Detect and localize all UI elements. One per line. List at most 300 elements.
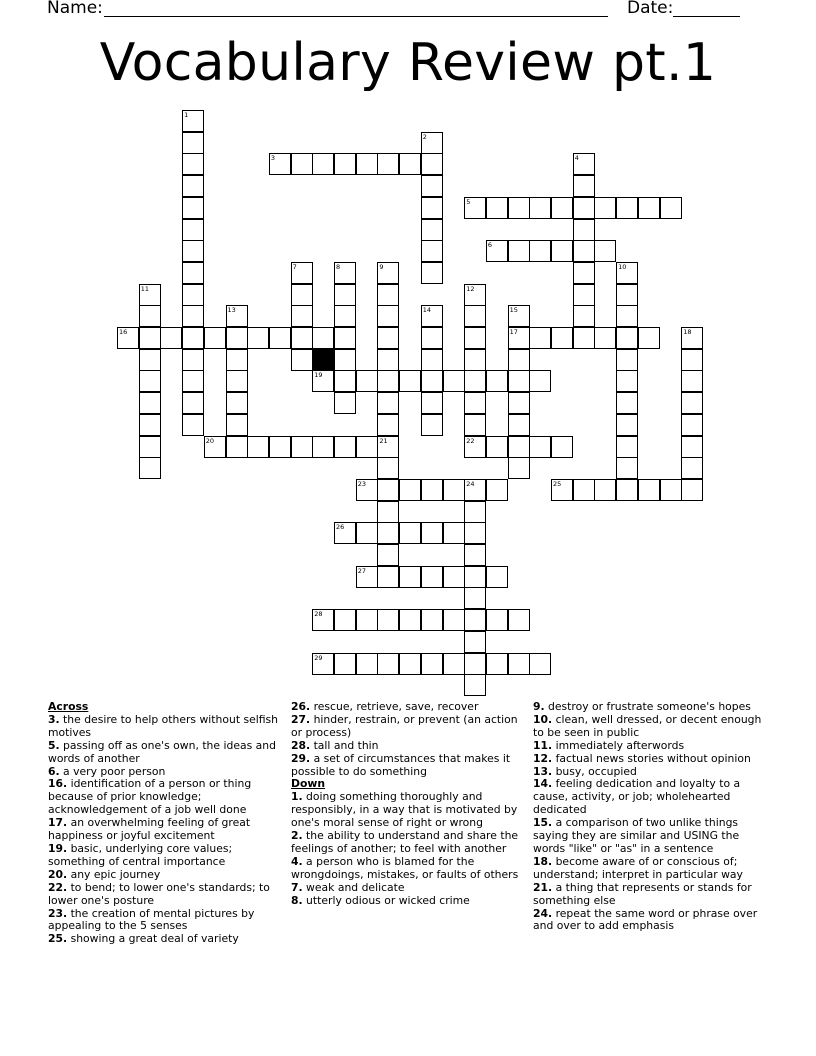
- grid-cell[interactable]: [551, 240, 573, 262]
- clue-number: 29: [314, 653, 323, 662]
- grid-cell[interactable]: [573, 197, 595, 219]
- grid-cell[interactable]: [226, 370, 248, 392]
- grid-cell[interactable]: [421, 175, 443, 197]
- grid-cell[interactable]: [443, 370, 465, 392]
- clue-number-label: 10.: [533, 712, 553, 726]
- down-clue-list: [291, 791, 523, 907]
- grid-cell[interactable]: [269, 327, 291, 349]
- grid-cell[interactable]: [377, 392, 399, 414]
- grid-cell[interactable]: [312, 436, 334, 458]
- clue-text: rescue, retrieve, save, recover: [310, 700, 479, 713]
- grid-cell[interactable]: [269, 153, 291, 175]
- grid-cell[interactable]: [464, 305, 486, 327]
- clue-number-label: 23.: [48, 906, 68, 920]
- grid-cell[interactable]: [356, 479, 378, 501]
- grid-cell[interactable]: [139, 370, 161, 392]
- grid-cell[interactable]: [681, 349, 703, 371]
- grid-cell[interactable]: [660, 479, 682, 501]
- grid-cell[interactable]: [616, 262, 638, 284]
- grid-cell[interactable]: [182, 110, 204, 132]
- grid-cell[interactable]: [312, 327, 334, 349]
- grid-cell[interactable]: [204, 327, 226, 349]
- clue-text: destroy or frustrate someone's hopes: [544, 700, 751, 713]
- grid-cell[interactable]: [399, 153, 421, 175]
- grid-cell[interactable]: [139, 392, 161, 414]
- grid-cell[interactable]: [443, 479, 465, 501]
- clue-text: any epic journey: [67, 867, 161, 881]
- grid-cell[interactable]: [399, 522, 421, 544]
- grid-cell[interactable]: [464, 653, 486, 675]
- grid-cell[interactable]: [486, 370, 508, 392]
- clue-text: utterly odious or wicked crime: [302, 893, 470, 907]
- grid-cell[interactable]: [464, 587, 486, 609]
- clue-number-label: 18.: [533, 854, 553, 868]
- grid-cell[interactable]: [508, 327, 530, 349]
- grid-cell[interactable]: [508, 240, 530, 262]
- grid-cell[interactable]: [464, 436, 486, 458]
- grid-cell[interactable]: [464, 522, 486, 544]
- clue-number-label: 20.: [48, 867, 68, 881]
- clue-text: a thing that represents or stands for something else: [533, 880, 752, 907]
- clue-number-label: 27.: [291, 712, 311, 726]
- clue-number-label: 22.: [48, 880, 68, 894]
- clues-column-1: [48, 701, 280, 946]
- grid-cell[interactable]: [464, 327, 486, 349]
- grid-cell[interactable]: [421, 349, 443, 371]
- grid-cell[interactable]: [508, 370, 530, 392]
- grid-cell[interactable]: [421, 370, 443, 392]
- clue-number-label: 1.: [291, 790, 303, 804]
- clue-item: [291, 895, 523, 908]
- grid-cell[interactable]: [291, 436, 313, 458]
- grid-cell[interactable]: [139, 327, 161, 349]
- grid-cell[interactable]: [616, 436, 638, 458]
- grid-cell[interactable]: [139, 457, 161, 479]
- grid-cell[interactable]: [334, 653, 356, 675]
- grid-cell[interactable]: [573, 479, 595, 501]
- clue-number: 12: [466, 284, 475, 293]
- grid-cell[interactable]: [616, 197, 638, 219]
- grid-cell[interactable]: [377, 349, 399, 371]
- grid-cell[interactable]: [334, 153, 356, 175]
- clue-text: immediately afterwords: [552, 738, 685, 752]
- clue-item: [48, 843, 280, 869]
- grid-cell[interactable]: [334, 305, 356, 327]
- clue-number: 25: [553, 479, 562, 488]
- grid-cell[interactable]: [334, 370, 356, 392]
- clue-text: showing a great deal of variety: [67, 932, 239, 946]
- grid-cell[interactable]: [486, 240, 508, 262]
- grid-cell[interactable]: [508, 349, 530, 371]
- clue-number-label: 6.: [48, 764, 60, 778]
- grid-cell[interactable]: [291, 349, 313, 371]
- grid-cell[interactable]: [616, 479, 638, 501]
- grid-cell[interactable]: [660, 197, 682, 219]
- clue-item: [48, 817, 280, 843]
- grid-cell[interactable]: [139, 436, 161, 458]
- clue-text: tall and thin: [310, 738, 379, 752]
- grid-cell[interactable]: [594, 479, 616, 501]
- grid-cell[interactable]: [443, 609, 465, 631]
- grid-cell[interactable]: [616, 392, 638, 414]
- grid-cell[interactable]: [269, 436, 291, 458]
- clue-number-label: 16.: [48, 777, 68, 791]
- clue-text: the desire to help others without selfish motives: [48, 712, 279, 739]
- grid-cell[interactable]: [464, 674, 486, 696]
- grid-cell[interactable]: [182, 392, 204, 414]
- grid-cell[interactable]: [377, 457, 399, 479]
- grid-cell[interactable]: [681, 327, 703, 349]
- page-title: Vocabulary Review pt.1: [99, 33, 717, 93]
- grid-cell[interactable]: [421, 609, 443, 631]
- grid-cell[interactable]: [356, 653, 378, 675]
- grid-cell[interactable]: [573, 175, 595, 197]
- clue-number: 26: [336, 523, 345, 532]
- grid-cell[interactable]: [312, 653, 334, 675]
- grid-cell[interactable]: [139, 349, 161, 371]
- grid-cell[interactable]: [226, 436, 248, 458]
- grid-cell[interactable]: [529, 197, 551, 219]
- clue-item: [48, 740, 280, 766]
- grid-cell[interactable]: [529, 240, 551, 262]
- clue-number-label: 28.: [291, 738, 311, 752]
- grid-cell[interactable]: [681, 414, 703, 436]
- grid-cell[interactable]: [377, 479, 399, 501]
- grid-cell[interactable]: [182, 240, 204, 262]
- clue-number: 13: [227, 306, 236, 315]
- across-clue-list: [48, 714, 280, 946]
- clue-number-label: 2.: [291, 829, 303, 843]
- grid-cell[interactable]: [312, 153, 334, 175]
- grid-cell[interactable]: [377, 522, 399, 544]
- grid-cell[interactable]: [681, 392, 703, 414]
- grid-cell[interactable]: [377, 436, 399, 458]
- grid-cell[interactable]: [312, 609, 334, 631]
- grid-cell[interactable]: [117, 327, 139, 349]
- across-clue-list-continued: [291, 701, 523, 778]
- grid-cell[interactable]: [182, 197, 204, 219]
- grid-cell[interactable]: [616, 457, 638, 479]
- clue-number: 6: [487, 241, 493, 250]
- grid-cell[interactable]: [421, 327, 443, 349]
- grid-cell[interactable]: [529, 653, 551, 675]
- grid-cell[interactable]: [573, 153, 595, 175]
- clue-number-label: 13.: [533, 764, 553, 778]
- clue-number-label: 11.: [533, 738, 553, 752]
- grid-cell[interactable]: [573, 327, 595, 349]
- grid-cell[interactable]: [182, 305, 204, 327]
- grid-cell[interactable]: [594, 197, 616, 219]
- grid-cell[interactable]: [616, 284, 638, 306]
- clue-text: busy, occupied: [552, 764, 637, 778]
- clue-number: 8: [336, 262, 341, 271]
- grid-cell[interactable]: [421, 566, 443, 588]
- clue-text: the ability to understand and share the feelings of another; to feel with another: [291, 829, 519, 855]
- grid-cell[interactable]: [334, 522, 356, 544]
- grid-cell[interactable]: [616, 305, 638, 327]
- grid-cell[interactable]: [464, 392, 486, 414]
- clue-number-label: 14.: [533, 777, 553, 791]
- clue-item: [533, 817, 765, 856]
- clue-number: 18: [683, 328, 692, 336]
- grid-cell[interactable]: [334, 262, 356, 284]
- grid-cell[interactable]: [464, 284, 486, 306]
- clue-number: 14: [422, 306, 432, 315]
- grid-cell[interactable]: [486, 609, 508, 631]
- clue-number: 5: [466, 197, 471, 206]
- grid-cell[interactable]: [377, 653, 399, 675]
- grid-cell[interactable]: [421, 522, 443, 544]
- grid-cell[interactable]: [377, 609, 399, 631]
- clue-text: become aware of or conscious of; understand; interpret in particular way: [533, 854, 743, 881]
- clue-item: [291, 753, 523, 779]
- grid-cell[interactable]: [399, 370, 421, 392]
- grid-cell[interactable]: [182, 132, 204, 154]
- grid-cell[interactable]: [551, 327, 573, 349]
- grid-cell[interactable]: [312, 370, 334, 392]
- clue-item: [533, 908, 765, 934]
- clue-number: 4: [574, 154, 579, 163]
- grid-cell[interactable]: [334, 436, 356, 458]
- grid-cell[interactable]: [356, 436, 378, 458]
- grid-cell[interactable]: [464, 349, 486, 371]
- grid-cell[interactable]: [356, 153, 378, 175]
- clue-text: factual news stories without opinion: [552, 751, 751, 765]
- grid-cell[interactable]: [291, 284, 313, 306]
- grid-cell[interactable]: [399, 479, 421, 501]
- grid-cell[interactable]: [377, 305, 399, 327]
- grid-cell[interactable]: [377, 370, 399, 392]
- clue-number-label: 24.: [533, 906, 553, 920]
- grid-cell[interactable]: [399, 609, 421, 631]
- grid-cell[interactable]: [356, 609, 378, 631]
- grid-cell[interactable]: [486, 653, 508, 675]
- grid-cell[interactable]: [464, 479, 486, 501]
- grid-cell[interactable]: [399, 653, 421, 675]
- grid-cell[interactable]: [377, 153, 399, 175]
- grid-cell[interactable]: [377, 327, 399, 349]
- clue-item: [48, 882, 280, 908]
- clue-item: [291, 791, 523, 830]
- grid-cell[interactable]: [508, 392, 530, 414]
- grid-cell[interactable]: [616, 370, 638, 392]
- clue-number: 19: [314, 371, 323, 380]
- grid-cell[interactable]: [443, 653, 465, 675]
- grid-cell[interactable]: [182, 153, 204, 175]
- grid-cell[interactable]: [573, 305, 595, 327]
- grid-cell[interactable]: [226, 392, 248, 414]
- grid-cell[interactable]: [638, 197, 660, 219]
- clue-number-label: 26.: [291, 700, 311, 713]
- across-heading: Across: [48, 700, 89, 713]
- grid-cell[interactable]: [616, 327, 638, 349]
- grid-cell[interactable]: [291, 262, 313, 284]
- grid-cell[interactable]: [139, 414, 161, 436]
- grid-cell[interactable]: [247, 327, 269, 349]
- clue-number: 3: [270, 154, 276, 163]
- grid-cell[interactable]: [464, 544, 486, 566]
- grid-cell[interactable]: [594, 240, 616, 262]
- grid-cell[interactable]: [443, 522, 465, 544]
- grid-cell[interactable]: [508, 414, 530, 436]
- clue-text: repeat the same word or phrase over and over to add emphasis: [533, 906, 758, 933]
- grid-cell[interactable]: [464, 370, 486, 392]
- grid-cell[interactable]: [486, 566, 508, 588]
- grid-cell[interactable]: [399, 566, 421, 588]
- clue-text: feeling dedication and loyalty to a cause, activity, or job; wholehearted dedicated: [533, 777, 741, 817]
- clue-number: 7: [292, 262, 297, 271]
- grid-cell[interactable]: [377, 566, 399, 588]
- grid-cell[interactable]: [464, 609, 486, 631]
- clue-item: [533, 778, 765, 817]
- grid-cell[interactable]: [421, 262, 443, 284]
- grid-cell[interactable]: [529, 327, 551, 349]
- grid-cell[interactable]: [551, 436, 573, 458]
- grid-cell[interactable]: [421, 305, 443, 327]
- grid-cell[interactable]: [226, 305, 248, 327]
- grid-cell[interactable]: [377, 284, 399, 306]
- grid-cell[interactable]: [291, 327, 313, 349]
- grid-cell[interactable]: [508, 305, 530, 327]
- grid-cell[interactable]: [377, 414, 399, 436]
- grid-cell[interactable]: [508, 436, 530, 458]
- grid-cell[interactable]: [377, 544, 399, 566]
- clue-text: an overwhelming feeling of great happiness or joyful excitement: [48, 816, 251, 843]
- grid-cell[interactable]: [291, 153, 313, 175]
- grid-cell[interactable]: [226, 327, 248, 349]
- clue-number-label: 25.: [48, 932, 68, 946]
- grid-cell[interactable]: [204, 436, 226, 458]
- grid-cell[interactable]: [464, 197, 486, 219]
- grid-cell[interactable]: [638, 479, 660, 501]
- grid-cell[interactable]: [464, 631, 486, 653]
- clue-number-label: 15.: [533, 816, 553, 830]
- grid-cell[interactable]: [486, 197, 508, 219]
- grid-cell[interactable]: [377, 501, 399, 523]
- grid-cell[interactable]: [551, 479, 573, 501]
- grid-cell[interactable]: [529, 370, 551, 392]
- grid-cell[interactable]: [182, 370, 204, 392]
- grid-cell[interactable]: [421, 653, 443, 675]
- grid-cell[interactable]: [508, 609, 530, 631]
- grid-cell[interactable]: [160, 327, 182, 349]
- grid-cell[interactable]: [226, 349, 248, 371]
- grid-cell[interactable]: [573, 262, 595, 284]
- grid-cell[interactable]: [334, 609, 356, 631]
- clue-item: [48, 933, 280, 946]
- grid-cell[interactable]: [334, 392, 356, 414]
- clue-number-label: 5.: [48, 738, 60, 752]
- grid-cell[interactable]: [421, 414, 443, 436]
- grid-cell[interactable]: [638, 327, 660, 349]
- clue-text: a comparison of two unlike things saying they are similar and USING the words "like" or "as" in a sentence: [533, 816, 740, 855]
- clue-number: 28: [314, 610, 323, 619]
- grid-cell[interactable]: [139, 284, 161, 306]
- grid-cell[interactable]: [681, 436, 703, 458]
- grid-cell[interactable]: [421, 153, 443, 175]
- grid-cell[interactable]: [421, 219, 443, 241]
- grid-cell[interactable]: [182, 349, 204, 371]
- clue-number: 27: [357, 566, 366, 575]
- clue-item: [291, 714, 523, 740]
- grid-cell[interactable]: [356, 566, 378, 588]
- down-heading: Down: [291, 777, 326, 791]
- clue-number: 15: [509, 306, 518, 315]
- grid-cell[interactable]: [421, 132, 443, 154]
- grid-cell[interactable]: [291, 305, 313, 327]
- grid-cell[interactable]: [226, 414, 248, 436]
- grid-cell[interactable]: [182, 327, 204, 349]
- clue-text: a person who is blamed for the wrongdoings, mistakes, or faults of others: [291, 854, 519, 881]
- grid-cell[interactable]: [182, 414, 204, 436]
- grid-cell[interactable]: [616, 349, 638, 371]
- grid-cell[interactable]: [247, 436, 269, 458]
- grid-cell[interactable]: [421, 197, 443, 219]
- clue-number-label: 9.: [533, 700, 545, 713]
- grid-cell[interactable]: [421, 240, 443, 262]
- clue-number-label: 3.: [48, 712, 60, 726]
- grid-cell[interactable]: [334, 284, 356, 306]
- grid-cell[interactable]: [443, 566, 465, 588]
- clue-number: 22: [466, 436, 475, 445]
- grid-cell[interactable]: [681, 370, 703, 392]
- grid-cell[interactable]: [356, 522, 378, 544]
- grid-cell[interactable]: [594, 327, 616, 349]
- grid-cell[interactable]: [182, 175, 204, 197]
- grid-cell[interactable]: [377, 262, 399, 284]
- grid-cell[interactable]: [182, 284, 204, 306]
- clue-number-label: 29.: [291, 751, 311, 765]
- grid-cell[interactable]: [486, 479, 508, 501]
- clue-number: 9: [379, 262, 384, 271]
- date-label: Date:: [627, 0, 674, 18]
- grid-cell[interactable]: [334, 327, 356, 349]
- grid-cell[interactable]: [529, 436, 551, 458]
- grid-cell[interactable]: [182, 219, 204, 241]
- grid-cell[interactable]: [139, 305, 161, 327]
- clue-item: [291, 830, 523, 856]
- grid-cell[interactable]: [356, 370, 378, 392]
- grid-cell[interactable]: [464, 414, 486, 436]
- grid-cell[interactable]: [573, 219, 595, 241]
- grid-cell[interactable]: [421, 479, 443, 501]
- clue-number: 17: [509, 328, 518, 336]
- grid-cell[interactable]: [573, 284, 595, 306]
- grid-cell[interactable]: [616, 414, 638, 436]
- blocked-cell: [312, 349, 334, 371]
- grid-cell[interactable]: [486, 436, 508, 458]
- grid-cell[interactable]: [334, 349, 356, 371]
- grid-cell[interactable]: [464, 566, 486, 588]
- grid-cell[interactable]: [464, 501, 486, 523]
- grid-cell[interactable]: [681, 457, 703, 479]
- clues-column-2: [291, 701, 523, 908]
- grid-cell[interactable]: [508, 197, 530, 219]
- clue-item: [48, 908, 280, 934]
- grid-cell[interactable]: [421, 392, 443, 414]
- clue-number: 23: [357, 479, 366, 488]
- grid-cell[interactable]: [508, 457, 530, 479]
- grid-cell[interactable]: [182, 262, 204, 284]
- grid-cell[interactable]: [551, 197, 573, 219]
- clue-item: [533, 882, 765, 908]
- grid-cell[interactable]: [508, 653, 530, 675]
- grid-cell[interactable]: [573, 240, 595, 262]
- clue-text: weak and delicate: [302, 880, 405, 894]
- clue-item: [48, 778, 280, 817]
- clue-number-label: 4.: [291, 854, 303, 868]
- grid-cell[interactable]: [681, 479, 703, 501]
